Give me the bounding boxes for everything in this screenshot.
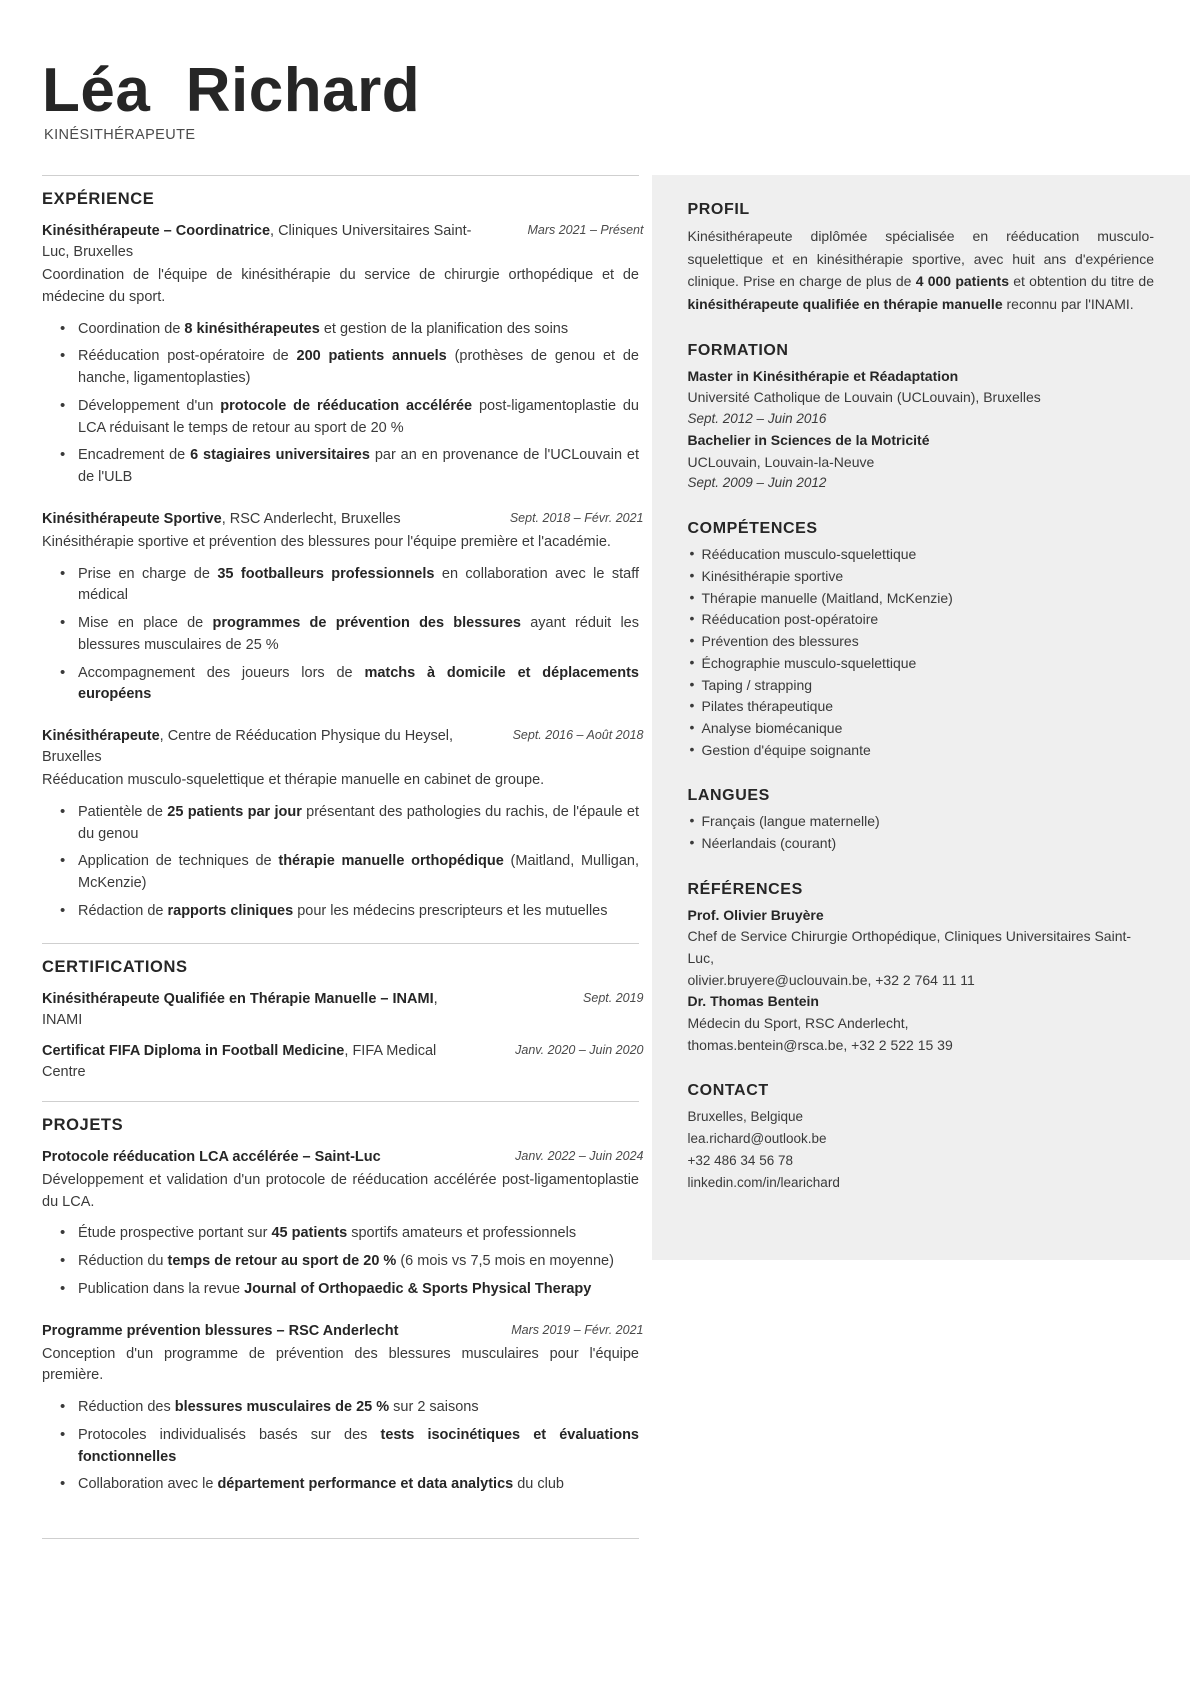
experience-entry (42, 221, 644, 489)
resume-header (0, 0, 1190, 143)
bullet-text: (prothèses de genou et de hanche, ligamentoplasties) (78, 348, 640, 387)
sidebar-section-competences (688, 520, 1155, 761)
bullet-item (76, 396, 639, 440)
experience-entry (42, 509, 644, 706)
certification-date: Janv. 2020 – Juin 2020 (515, 1042, 644, 1057)
competences-list (688, 544, 1155, 761)
bullet-item (76, 1223, 639, 1245)
bullet-highlight: rapports cliniques (167, 902, 294, 919)
sidebar-section-langues (688, 787, 1155, 854)
experience-company: , Cliniques Universitaires Saint-Luc, Bruxelles (42, 223, 472, 261)
project-bullets (42, 1223, 639, 1300)
sidebar-section-profil (688, 201, 1155, 316)
sidebar-title-references: RÉFÉRENCES (687, 880, 803, 898)
bullet-highlight: 45 patients (271, 1225, 348, 1242)
bullet-item (76, 564, 639, 608)
formation-school: UCLouvain, Louvain-la-Neuve (687, 453, 875, 470)
profil-highlight-title: kinésithérapeute qualifiée en thérapie manuelle (687, 296, 1003, 313)
competence-item: • Thérapie manuelle (Maitland, McKenzie) (702, 588, 1155, 610)
competence-item: • Kinésithérapie sportive (702, 566, 1155, 588)
bullet-text: Coordination de (78, 320, 185, 337)
project-bullets (42, 1397, 639, 1496)
certification-issuer: , INAMI (42, 990, 438, 1028)
profil-text-part1: Kinésithérapeute diplômée spécialisée en rééducation musculo-squelettique et en kinésithérapie sportive, avec huit ans d'expérience clinique. Prise en charge de plus de (687, 228, 1154, 290)
bullet-text: (6 mois vs 7,5 mois en moyenne) (396, 1253, 614, 1269)
bullet-highlight: 200 patients annuels (296, 348, 447, 365)
langues-list (688, 811, 1155, 854)
section-title-experience: EXPÉRIENCE (42, 190, 155, 209)
project-name (42, 1147, 472, 1168)
reference-contact: thomas.bentein@rsca.be, +32 2 522 15 39 (687, 1036, 953, 1053)
bullet-highlight: 8 kinésithérapeutes (184, 320, 320, 337)
experience-role (42, 726, 472, 768)
formation-degree: Master in Kinésithérapie et Réadaptation (687, 367, 959, 384)
bullet-highlight: protocole de rééducation accélérée (220, 397, 473, 414)
sidebar-title-competences: COMPÉTENCES (687, 520, 818, 538)
project-date: Janv. 2022 – Juin 2024 (515, 1148, 644, 1163)
entry-header (42, 726, 644, 768)
formation-degree: Bachelier in Sciences de la Motricité (687, 432, 930, 449)
section-title-projects: PROJETS (42, 1115, 124, 1134)
experience-entry (42, 726, 644, 923)
competence-item: • Analyse biomécanique (702, 718, 1155, 740)
entry-header (42, 509, 644, 530)
projects-list (42, 1147, 644, 1496)
bullet-item (76, 1397, 639, 1419)
competence-item: • Pilates thérapeutique (702, 696, 1155, 718)
bullet-text: pour les médecins prescripteurs et les mutuelles (293, 902, 608, 919)
entry-header (42, 1041, 644, 1083)
bullet-highlight: tests isocinétiques et évaluations fonctionnelles (78, 1426, 639, 1465)
entry-header (42, 221, 644, 263)
bullet-text: Encadrement de (78, 447, 191, 464)
formation-date: Sept. 2009 – Juin 2012 (687, 475, 827, 491)
contact-line: +32 486 34 56 78 (687, 1153, 793, 1169)
experience-date: Mars 2021 – Présent (527, 223, 644, 238)
bullet-item (76, 1425, 639, 1469)
competence-item: • Échographie musculo-squelettique (702, 653, 1155, 675)
bullet-highlight: thérapie manuelle orthopédique (278, 853, 504, 870)
experience-bullets (42, 319, 639, 489)
bullet-item (76, 851, 639, 895)
bullet-text: Étude prospective portant sur (78, 1225, 272, 1242)
bullet-text: Rédaction de (78, 902, 168, 919)
contact-line: lea.richard@outlook.be (687, 1131, 827, 1147)
certification-name (42, 1041, 472, 1083)
experience-role-name: Kinésithérapeute Sportive (42, 510, 222, 527)
bullet-item (76, 1251, 639, 1273)
bullet-text: par an en provenance de l'UCLouvain et de l'ULB (78, 447, 639, 486)
certification-issuer: , FIFA Medical Centre (42, 1042, 437, 1080)
experience-date: Sept. 2016 – Août 2018 (512, 728, 644, 743)
entry-header (42, 1321, 644, 1342)
certification-name (42, 989, 472, 1031)
competence-item: • Taping / strapping (702, 675, 1155, 697)
reference-name: Prof. Olivier Bruyère (687, 906, 824, 923)
experience-description: Coordination de l'équipe de kinésithérapie du service de chirurgie orthopédique et de médecine du sport. (42, 267, 639, 305)
bullet-text: (Maitland, Mulligan, McKenzie) (78, 853, 640, 892)
bullet-text: Collaboration avec le (78, 1476, 218, 1493)
bullet-highlight: programmes de prévention des blessures (212, 615, 521, 632)
certification-date: Sept. 2019 (583, 990, 644, 1005)
formation-school: Université Catholique de Louvain (UCLouvain), Bruxelles (687, 389, 1041, 406)
bullet-text: du club (513, 1476, 564, 1493)
reference-contact: olivier.bruyere@uclouvain.be, +32 2 764 11 11 (687, 971, 975, 988)
sidebar-section-formation (688, 342, 1155, 495)
bullet-text: Mise en place de (78, 615, 213, 632)
candidate-name: Léa Richard (42, 56, 421, 125)
certification-entry (42, 1041, 644, 1083)
bullet-text: sur 2 saisons (389, 1399, 479, 1416)
certification-title: Kinésithérapeute Qualifiée en Thérapie Manuelle – INAMI (42, 990, 434, 1007)
sidebar-title-profil: PROFIL (687, 201, 750, 219)
bullet-text: Patientèle de (78, 803, 168, 820)
entry-header (42, 1147, 644, 1168)
bullet-text: et gestion de la planification des soins (319, 320, 569, 337)
experience-bullets (42, 564, 639, 707)
sidebar-section-references (688, 881, 1155, 1057)
footer-divider (42, 1538, 639, 1539)
sidebar-column (652, 175, 1190, 1260)
bullet-item (76, 901, 639, 923)
section-divider (42, 943, 639, 944)
sidebar-title-formation: FORMATION (687, 341, 789, 359)
bullet-text: post-ligamentoplastie du LCA réduisant le temps de retour au sport de 20 % (78, 397, 639, 436)
project-description: Développement et validation d'un protocole de rééducation accélérée post-ligamentoplastie du LCA. (42, 1171, 639, 1210)
bullet-text: Prise en charge de (78, 565, 218, 582)
langue-item: • Français (langue maternelle) (702, 811, 1155, 833)
bullet-highlight: 6 stagiaires universitaires (190, 447, 370, 464)
bullet-item (76, 445, 639, 489)
formation-list (688, 366, 1155, 495)
bullet-item (76, 663, 639, 707)
main-column (0, 175, 644, 1516)
competence-item: • Prévention des blessures (702, 631, 1155, 653)
sidebar-title-langues: LANGUES (687, 787, 770, 805)
experience-company: , RSC Anderlecht, Bruxelles (221, 510, 401, 527)
bullet-highlight: blessures musculaires de 25 % (174, 1399, 390, 1416)
reference-role: Chef de Service Chirurgie Orthopédique, Cliniques Universitaires Saint-Luc, (687, 928, 1132, 966)
bullet-text: Réduction du (78, 1253, 168, 1269)
experience-role-name: Kinésithérapeute (42, 728, 160, 745)
bullet-highlight: Journal of Orthopaedic & Sports Physical Therapy (244, 1280, 592, 1297)
reference-role: Médecin du Sport, RSC Anderlecht, (687, 1015, 909, 1032)
bullet-item (76, 1279, 639, 1301)
experience-bullets (42, 802, 639, 923)
entry-header (42, 989, 644, 1031)
bullet-highlight: temps de retour au sport de 20 % (167, 1253, 397, 1269)
bullet-item (76, 346, 639, 390)
langue-item: • Néerlandais (courant) (702, 833, 1155, 855)
bullet-highlight: 35 footballeurs professionnels (217, 565, 435, 582)
bullet-item (76, 319, 639, 341)
reference-name: Dr. Thomas Bentein (687, 993, 819, 1010)
bullet-text: Réduction des (78, 1399, 175, 1416)
experience-company: , Centre de Rééducation Physique du Heysel, Bruxelles (42, 728, 454, 766)
project-entry (42, 1321, 644, 1497)
certification-title: Certificat FIFA Diploma in Football Medicine (42, 1042, 345, 1059)
project-title: Programme prévention blessures – RSC Anderlecht (42, 1322, 399, 1339)
bullet-text: en collaboration avec le staff médical (78, 565, 639, 604)
bullet-highlight: matchs à domicile et déplacements européens (78, 664, 639, 703)
competence-item: • Rééducation post-opératoire (702, 609, 1155, 631)
bullet-highlight: département performance et data analytics (217, 1476, 514, 1493)
experience-description: Rééducation musculo-squelettique et thérapie manuelle en cabinet de groupe. (42, 772, 545, 789)
project-entry (42, 1147, 644, 1301)
candidate-job-title: KINÉSITHÉRAPEUTE (44, 127, 196, 144)
certifications-list (42, 989, 644, 1083)
competence-item: • Rééducation musculo-squelettique (702, 544, 1155, 566)
project-name (42, 1321, 472, 1342)
bullet-item (76, 1474, 639, 1496)
profil-text-part3: reconnu par l'INAMI. (1002, 296, 1134, 313)
experience-description: Kinésithérapie sportive et prévention des blessures pour l'équipe première et l'académie. (42, 533, 611, 550)
bullet-highlight: 25 patients par jour (167, 803, 302, 820)
bullet-text: Protocoles individualisés basés sur des (78, 1426, 381, 1443)
bullet-text: sportifs amateurs et professionnels (347, 1225, 577, 1242)
bullet-text: Application de techniques de (78, 853, 279, 870)
contact-line: Bruxelles, Belgique (687, 1109, 804, 1125)
section-title-certifications: CERTIFICATIONS (42, 957, 188, 976)
bullet-text: Publication dans la revue (78, 1280, 245, 1297)
experience-role (42, 221, 472, 263)
experience-role (42, 509, 472, 530)
bullet-item (76, 802, 639, 846)
formation-date: Sept. 2012 – Juin 2016 (687, 411, 827, 427)
certification-entry (42, 989, 644, 1031)
profil-text (688, 225, 1155, 316)
competence-item: • Gestion d'équipe soignante (702, 740, 1155, 762)
project-title: Protocole rééducation LCA accélérée – Saint-Luc (42, 1148, 381, 1165)
sidebar-section-contact (688, 1082, 1155, 1193)
contact-list (688, 1106, 1155, 1193)
experience-date: Sept. 2018 – Févr. 2021 (509, 510, 644, 525)
project-description: Conception d'un programme de prévention des blessures musculaires pour l'équipe première. (42, 1345, 639, 1384)
resume-body (0, 175, 1190, 1516)
section-divider (42, 175, 639, 176)
bullet-text: Accompagnement des joueurs lors de (78, 664, 365, 681)
bullet-text: présentant des pathologies du rachis, de l'épaule et du genou (78, 803, 639, 842)
project-date: Mars 2019 – Févr. 2021 (511, 1322, 644, 1337)
references-list (688, 905, 1155, 1057)
experience-list (42, 221, 644, 923)
contact-line: linkedin.com/in/learichard (687, 1175, 840, 1191)
section-divider (42, 1101, 639, 1102)
bullet-text: Développement d'un (78, 397, 221, 414)
bullet-text: Rééducation post-opératoire de (78, 348, 297, 365)
bullet-text: ayant réduit les blessures musculaires de 25 % (78, 615, 639, 653)
experience-role-name: Kinésithérapeute – Coordinatrice (42, 223, 271, 240)
bullet-item (76, 613, 639, 657)
sidebar-title-contact: CONTACT (687, 1082, 769, 1100)
profil-highlight-patients: 4 000 patients (915, 273, 1009, 290)
profil-text-part2: et obtention du titre de (1009, 273, 1154, 290)
